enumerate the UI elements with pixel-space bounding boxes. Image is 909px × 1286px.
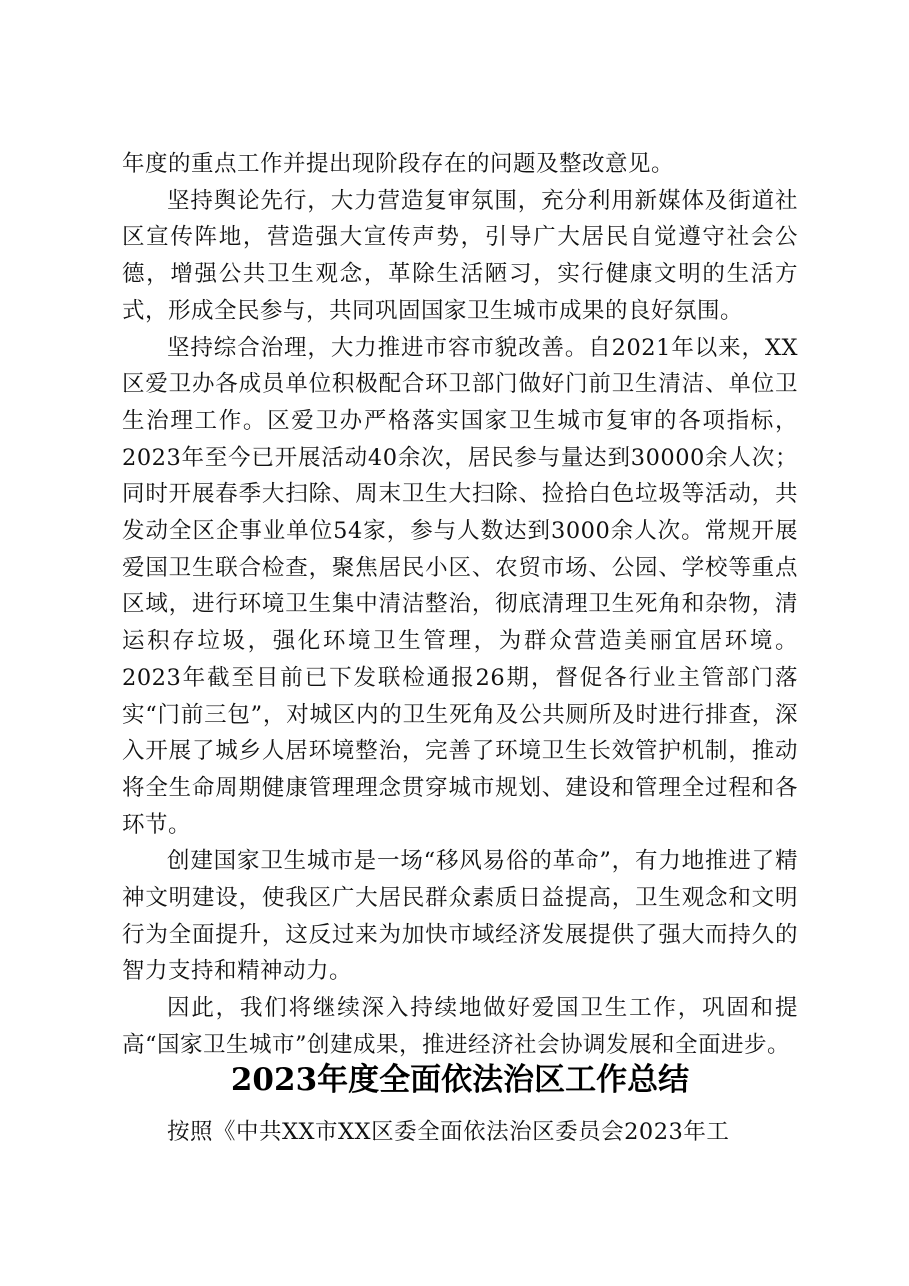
paragraph-rule-of-law-start: 按照《中共XX市XX区委全面依法治区委员会2023年工 xyxy=(167,1119,730,1145)
paragraph-continuation: 年度的重点工作并提出现阶段存在的问题及整改意见。 xyxy=(122,151,675,177)
paragraph-comprehensive-governance: 坚持综合治理，大力推进市容市貌改善。自2021年以来，XX区爱卫办各成员单位积极配合环卫部门做好门前卫生清洁、单位卫生治理工作。区爱卫办严格落实国家卫生城市复审的各项指标，2023年至今已开展活动40余次，居民参与量达到30000余人次；同时开展春季大扫除、周末卫生大扫除、捡拾白色垃圾等活动，共发动全区企事业单位54家，参与人数达到3000余人次。常规开展爱国卫生联合检查，聚焦居民小区、农贸市场、公园、学校等重点区域，进行环境卫生集中清洁整治，彻底清理卫生死角和杂物，清运积存垃圾，强化环境卫生管理，为群众营造美丽宜居环境。2023年截至目前已下发联检通报26期，督促各行业主管部门落实“门前三包”，对城区内的卫生死角及公共厕所及时进行排查，深入开展了城乡人居环境整治，完善了环境卫生长效管护机制，推动将全生命周期健康管理理念贯穿城市规划、建设和管理全过程和各环节。 xyxy=(122,334,798,838)
paragraph-national-health-city: 创建国家卫生城市是一场“移风易俗的革命”，有力地推进了精神文明建设，使我区广大居民群众素质日益提高，卫生观念和文明行为全面提升，这反过来为加快市域经济发展提供了强大而持久的智力支持和精神动力。 xyxy=(122,848,798,985)
body-text xyxy=(122,146,798,1064)
paragraph-public-opinion: 坚持舆论先行，大力营造复审氛围，充分利用新媒体及街道社区宣传阵地，营造强大宣传声势，引导广大居民自觉遵守社会公德，增强公共卫生观念，革除生活陋习，实行健康文明的生活方式，形成全民参与，共同巩固国家卫生城市成果的良好氛围。 xyxy=(122,187,798,324)
section-title: 2023年度全面依法治区工作总结 xyxy=(230,1062,690,1098)
paragraph-conclusion: 因此，我们将继续深入持续地做好爱国卫生工作，巩固和提高“国家卫生城市”创建成果，推进经济社会协调发展和全面进步。 xyxy=(122,995,798,1058)
